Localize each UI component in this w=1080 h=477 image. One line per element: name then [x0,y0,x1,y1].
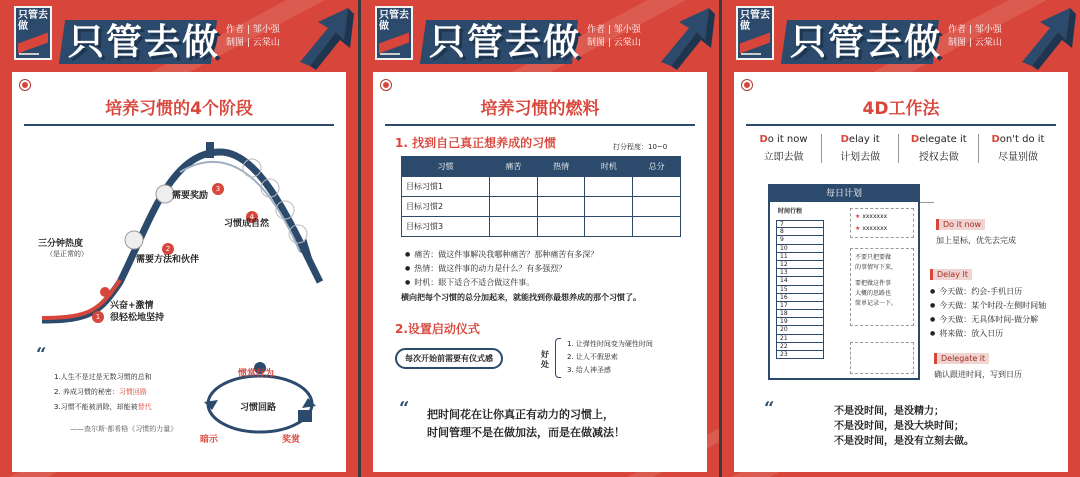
stage-3-label: 需要奖励 [172,191,209,201]
stage-2-label: 需要方法和伙伴 [136,255,200,265]
quote-line: 2. 养成习惯的秘密：习惯回路 [54,388,147,396]
stage-2: 2 [162,236,174,255]
score-note: 打分程度：10~0 [613,143,668,151]
ritual-pill: 每次开始前需要有仪式感 [395,348,503,369]
habit-table [401,156,681,237]
divider [24,124,334,126]
pin-icon [381,80,391,90]
plan-title: 每日计划 [770,186,918,202]
list-item: 3. 给人神圣感 [567,366,611,374]
bullet-list [405,248,598,290]
artist-credit: 制图 | 云棠山 [226,38,280,48]
stage-1-label: 兴奋+激情 很轻松地坚持 [110,301,165,323]
artist-credit: 制图 | 云棠山 [587,38,641,48]
list-item: ● 将来做：放入日历 [930,327,1046,341]
quote-source: ——查尔斯·都希格《习惯的力量》 [70,425,178,433]
four-d-row [746,134,1056,163]
quote-line: 1.人生不是过是无数习惯的总和 [54,373,152,381]
loop-right: 奖赏 [282,435,301,445]
quote-line: 3.习惯不能被消除，却能被替代 [54,403,152,411]
d-item: Delegate it 授权去做 [899,134,979,163]
table-header: 时机 [585,157,633,177]
credits [587,24,641,50]
connector [920,202,934,203]
header [722,0,1080,70]
loop-top: 惯常行为 [238,369,275,379]
table-header: 热情 [537,157,585,177]
author-credit: 作者 | 邹小强 [226,25,280,35]
section-title: 2.设置启动仪式 [395,322,480,336]
arrow-up-icon [1010,0,1080,70]
side-label: 三分钟热度 [38,239,84,249]
quote-icon: “ [764,398,775,419]
list-item: ● 热情：做这件事的动力是什么？有多强烈？ [405,262,598,276]
table-header: 痛苦 [490,157,538,177]
pin-icon [742,80,752,90]
time-rows: 7 8 9 10 11 12 13 14 15 16 17 18 19 20 21 22 23 [776,220,824,359]
closing-quote: 把时间花在让你真正有动力的习惯上， 时间管理不是在做加法，而是在做减法！ [427,408,625,439]
page-title: 只管去做 [68,22,221,63]
stage-4-label: 习惯成自然 [224,219,270,229]
tag-delay-it: Delay It ● 今天做：约会-手机日历 ● 今天做：某个时段-左侧时间轴 ● 今天做：无具体时间-做分解 ● 将来做：放入日历 [930,262,1046,341]
tag-do-it-now: Do it now 加上星标，优先去完成 [936,220,1016,245]
star-icon: ★ [855,213,861,220]
list-item: ● 今天做：无具体时间-做分解 [930,313,1046,327]
stage-3: 3 [212,176,224,195]
card [12,72,346,472]
star-icon: ★ [855,225,861,232]
loop-center: 习惯回路 [240,403,277,413]
table-row: 目标习惯1 [402,177,681,197]
card [734,72,1068,472]
card-title: 4D工作法 [862,99,940,119]
section-title: 1. 找到自己真正想养成的习惯 [395,136,557,150]
benefit-list [567,338,653,377]
benefit-label: 好处 [541,350,549,369]
panel-4d-method [722,0,1080,477]
list-item: ● 时机：眼下适合不适合做这件事。 [405,276,598,290]
book-cover-icon: 只管去做 [736,6,774,60]
list-item: ● 痛苦：做这件事解决我哪种痛苦？那种痛苦有多深？ [405,248,598,262]
loop-left: 暗示 [200,435,219,445]
table-header-row [402,157,681,177]
card-title: 培养习惯的燃料 [480,99,600,119]
delegate-box [850,342,914,374]
credits [226,24,280,50]
quote-icon: “ [399,398,410,419]
list-item: 2. 让人不假思索 [567,353,618,361]
d-item: Delay it 计划去做 [823,134,899,163]
book-cover-icon: 只管去做 [375,6,413,60]
stage-1: 1 [92,304,104,323]
author-credit: 作者 | 邹小强 [948,25,1002,35]
table-row: 目标习惯3 [402,217,681,237]
page-title: 只管去做 [790,22,943,63]
table-header: 习惯 [402,157,490,177]
quote-icon: “ [36,344,47,365]
side-sub: （是正常的） [46,250,88,258]
author-credit: 作者 | 邹小强 [587,25,641,35]
header [0,0,358,70]
quote-list [54,370,152,415]
artist-credit: 制图 | 云棠山 [948,38,1002,48]
divider [385,124,695,126]
table-header: 总分 [633,157,681,177]
pin-icon [20,80,30,90]
table-row: 目标习惯2 [402,197,681,217]
d-item: Do it now 立即去做 [746,134,822,163]
header [361,0,719,70]
bracket [555,338,561,378]
note-box: 不要只把要做 的事情写下来， 要把做这件事 大概的思路也 简单记录一下。 [850,248,914,326]
book-cover-icon: 只管去做 [14,6,52,60]
daily-plan [768,184,920,380]
divider [746,124,1056,126]
panel-habit-stages [0,0,358,477]
list-item: 1. 让弹性时间变为硬性时间 [567,340,653,348]
summary: 横向把每个习惯的总分加起来，就能找到你最想养成的那个习惯了。 [401,293,641,302]
list-item: ● 今天做：约会-手机日历 [930,285,1046,299]
arrow-up-icon [649,0,719,70]
stage-4: 4 [246,204,258,223]
list-item: ● 今天做：某个时段-左侧时间轴 [930,299,1046,313]
d-item: Don't do it 尽量别做 [991,134,1045,163]
arrow-up-icon [288,0,358,70]
credits [948,24,1002,50]
panel-habit-fuel [361,0,719,477]
closing-quote: 不是没时间，是没精力； 不是没时间，是没大块时间； 不是没时间，是没有立刻去做。 [834,406,974,447]
time-title: 时间行程 [778,208,803,215]
tag-delegate-it: Delegate it 确认跟进时间，写到日历 [934,354,1022,379]
card-title: 培养习惯的4个阶段 [105,99,253,119]
page-title: 只管去做 [429,22,582,63]
card [373,72,707,472]
star-box: ★ xxxxxxx ★ xxxxxxx [850,208,914,238]
